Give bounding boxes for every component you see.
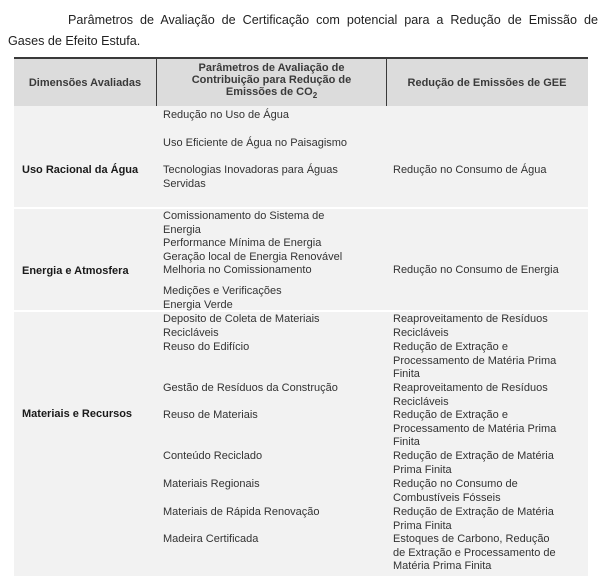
- param-item: Reuso de Materiais: [163, 409, 258, 421]
- reduction-item: Recicláveis: [393, 326, 449, 339]
- dimension-label: Materiais e Recursos: [22, 408, 133, 420]
- reduction-item: Reaproveitamento de Resíduos: [393, 313, 548, 325]
- section-water: [14, 106, 588, 207]
- param-item: Comissionamento do Sistema de: [163, 210, 325, 222]
- reduction-item: Redução de Extração e: [393, 341, 508, 353]
- param-item: Madeira Certificada: [163, 533, 259, 545]
- reduction-item: Redução de Extração e: [393, 409, 508, 421]
- reduction-item: Processamento de Matéria Prima: [393, 422, 557, 435]
- param-item: Medições e Verificações: [163, 285, 282, 297]
- param-item: Conteúdo Reciclado: [163, 450, 263, 462]
- reduction-item: Processamento de Matéria Prima: [393, 354, 557, 367]
- reduction-item: Reaproveitamento de Resíduos: [393, 382, 548, 394]
- param-item: Energia Verde: [163, 298, 233, 311]
- header-parameters-line-2: Contribuição para Redução de: [191, 74, 352, 87]
- reduction-item: Combustíveis Fósseis: [393, 491, 501, 504]
- section-energy: [14, 209, 588, 310]
- reduction-item: Redução no Consumo de Água: [393, 164, 547, 176]
- table-caption: [8, 10, 598, 52]
- param-item: Reuso do Edifício: [163, 341, 250, 353]
- param-item: Redução no Uso de Água: [163, 109, 289, 121]
- ghg-parameters-table: [14, 57, 588, 572]
- reduction-item: Prima Finita: [393, 519, 452, 532]
- caption-line-1: Parâmetros de Avaliação de Certificação com potencial para a Redução de Emissão de: [68, 13, 598, 27]
- header-parameters-subscript: 2: [312, 91, 318, 101]
- param-item: Tecnologias Inovadoras para Águas: [163, 164, 338, 176]
- header-dimensions: Dimensões Avaliadas: [28, 76, 142, 89]
- param-item: Materiais Regionais: [163, 478, 260, 490]
- param-item: Performance Mínima de Energia: [163, 237, 322, 249]
- reduction-item: Redução no Consumo de Energia: [393, 264, 559, 276]
- param-item: Deposito de Coleta de Materiais: [163, 313, 320, 325]
- reduction-item: Redução de Extração de Matéria: [393, 506, 554, 518]
- param-item: Materiais de Rápida Renovação: [163, 506, 320, 518]
- dimension-label: Uso Racional da Água: [22, 164, 139, 176]
- param-item: Servidas: [163, 177, 206, 190]
- reduction-item: Recicláveis: [393, 395, 449, 408]
- header-parameters-line-1: Parâmetros de Avaliação de: [198, 62, 345, 75]
- reduction-item: Finita: [393, 368, 420, 380]
- param-item: Gestão de Resíduos da Construção: [163, 382, 338, 394]
- table-header: [14, 57, 588, 108]
- reduction-item: Redução no Consumo de: [393, 478, 518, 490]
- param-item: Energia: [163, 223, 201, 236]
- reduction-item: Matéria Prima Finita: [393, 560, 492, 572]
- param-item: Recicláveis: [163, 326, 219, 339]
- reduction-item: Redução de Extração de Matéria: [393, 450, 554, 462]
- reduction-item: Estoques de Carbono, Redução: [393, 533, 550, 545]
- caption-line-2: Gases de Efeito Estufa.: [8, 34, 141, 48]
- reduction-item: de Extração e Processamento de: [393, 546, 556, 559]
- reduction-item: Prima Finita: [393, 463, 452, 476]
- header-parameters: [156, 59, 387, 106]
- param-item: Uso Eficiente de Água no Paisagismo: [163, 137, 348, 149]
- param-item: Melhoria no Comissionamento: [163, 264, 312, 276]
- header-ghg-reduction: Redução de Emissões de GEE: [407, 76, 567, 89]
- section-materials: [14, 312, 588, 576]
- header-parameters-line-3: Emissões de CO: [225, 86, 313, 99]
- reduction-item: Finita: [393, 436, 420, 448]
- dimension-label: Energia e Atmosfera: [22, 265, 129, 277]
- param-item: Geração local de Energia Renovável: [163, 250, 343, 263]
